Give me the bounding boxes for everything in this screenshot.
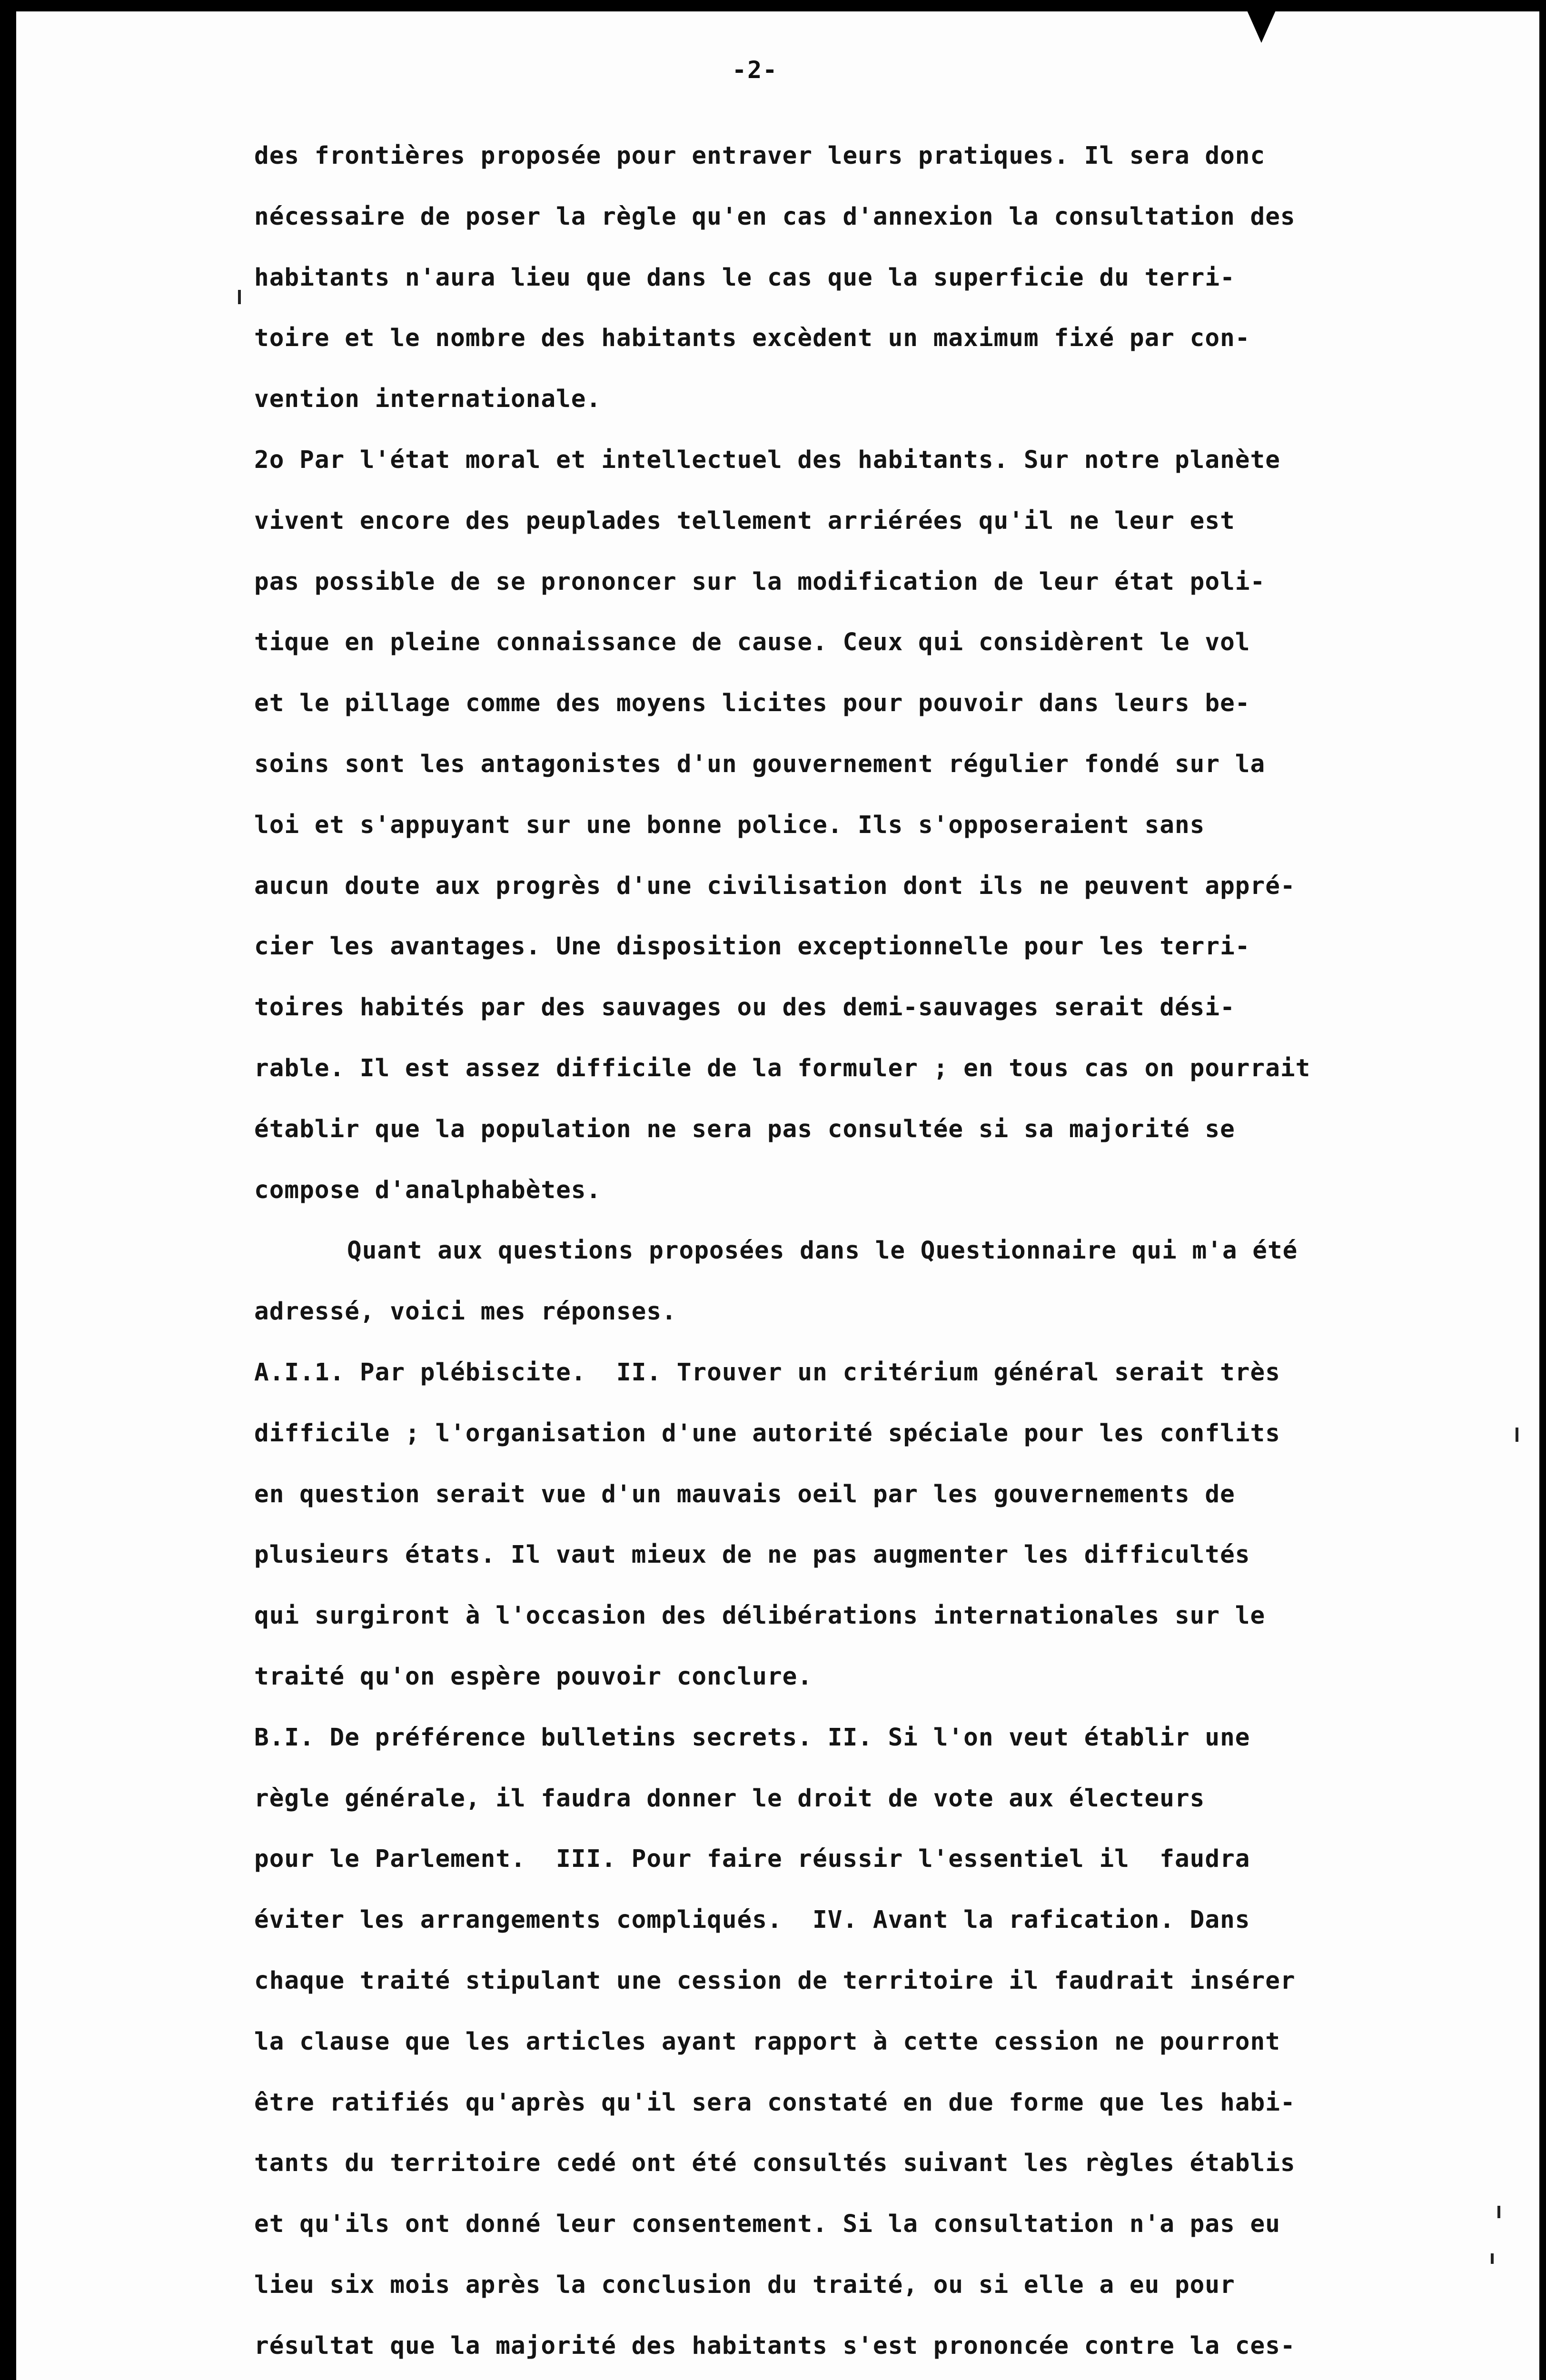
text-line: traité qu'on espère pouvoir conclure. <box>254 1662 813 1691</box>
document-page <box>16 11 1539 2380</box>
text-line: adressé, voici mes réponses. <box>254 1298 677 1326</box>
margin-mark <box>1497 2206 1500 2218</box>
text-line: et qu'ils ont donné leur consentement. Si la consultation n'a pas eu <box>254 2210 1280 2239</box>
margin-mark <box>1491 2253 1494 2264</box>
text-line: rable. Il est assez difficile de la formuler ; en tous cas on pourrait <box>254 1054 1311 1082</box>
text-line: être ratifiés qu'après qu'il sera constaté en due forme que les habi- <box>254 2088 1296 2117</box>
text-line: qui surgiront à l'occasion des délibérations internationales sur le <box>254 1602 1266 1630</box>
text-line: vivent encore des peuplades tellement arriérées qu'il ne leur est <box>254 506 1235 535</box>
text-line: difficile ; l'organisation d'une autorité spéciale pour les conflits <box>254 1419 1280 1448</box>
margin-mark <box>238 290 241 304</box>
text-line: soins sont les antagonistes d'un gouvernement régulier fondé sur la <box>254 750 1266 778</box>
text-line: nécessaire de poser la règle qu'en cas d'annexion la consultation des <box>254 202 1296 231</box>
body-text <box>254 126 1539 2376</box>
text-line: éviter les arrangements compliqués. IV. Avant la rafication. Dans <box>254 1906 1250 1934</box>
text-line: tique en pleine connaissance de cause. Ceux qui considèrent le vol <box>254 628 1250 657</box>
text-line: A.I.1. Par plébiscite. II. Trouver un critérium général serait très <box>254 1358 1280 1387</box>
text-line: aucun doute aux progrès d'une civilisation dont ils ne peuvent appré- <box>254 872 1296 900</box>
text-line: chaque traité stipulant une cession de territoire il faudrait insérer <box>254 1966 1296 1995</box>
text-line: règle générale, il faudra donner le droit de vote aux électeurs <box>254 1784 1205 1813</box>
text-line: Quant aux questions proposées dans le Questionnaire qui m'a été <box>347 1237 1298 1265</box>
text-line: plusieurs états. Il vaut mieux de ne pas augmenter les difficultés <box>254 1541 1250 1569</box>
text-line: habitants n'aura lieu que dans le cas que la superficie du terri- <box>254 263 1235 292</box>
text-line: toires habités par des sauvages ou des demi-sauvages serait dési- <box>254 993 1235 1022</box>
text-line: vention internationale. <box>254 385 602 414</box>
text-line: loi et s'appuyant sur une bonne police. Ils s'opposeraient sans <box>254 811 1205 839</box>
text-line: et le pillage comme des moyens licites pour pouvoir dans leurs be- <box>254 689 1250 718</box>
text-line: lieu six mois après la conclusion du traité, ou si elle a eu pour <box>254 2271 1235 2299</box>
margin-mark <box>1516 1428 1518 1442</box>
text-line: résultat que la majorité des habitants s'est prononcée contre la ces- <box>254 2331 1296 2360</box>
text-line: en question serait vue d'un mauvais oeil par les gouvernements de <box>254 1480 1235 1508</box>
text-line: pour le Parlement. III. Pour faire réussir l'essentiel il faudra <box>254 1845 1250 1874</box>
text-line: pas possible de se prononcer sur la modification de leur état poli- <box>254 567 1266 596</box>
text-line: établir que la population ne sera pas consultée si sa majorité se <box>254 1115 1235 1143</box>
page-number: -2- <box>732 56 778 84</box>
text-line: B.I. De préférence bulletins secrets. II. Si l'on veut établir une <box>254 1723 1250 1752</box>
text-line: des frontières proposée pour entraver leurs pratiques. Il sera donc <box>254 142 1266 170</box>
text-line: toire et le nombre des habitants excèdent un maximum fixé par con- <box>254 324 1250 353</box>
scan-corner-mark <box>1242 0 1280 43</box>
text-line: 2o Par l'état moral et intellectuel des habitants. Sur notre planète <box>254 446 1280 474</box>
text-line: cier les avantages. Une disposition exceptionnelle pour les terri- <box>254 932 1250 961</box>
text-line: tants du territoire cedé ont été consultés suivant les règles établis <box>254 2149 1296 2178</box>
text-line: la clause que les articles ayant rapport à cette cession ne pourront <box>254 2027 1280 2056</box>
text-line: compose d'analphabètes. <box>254 1176 602 1204</box>
